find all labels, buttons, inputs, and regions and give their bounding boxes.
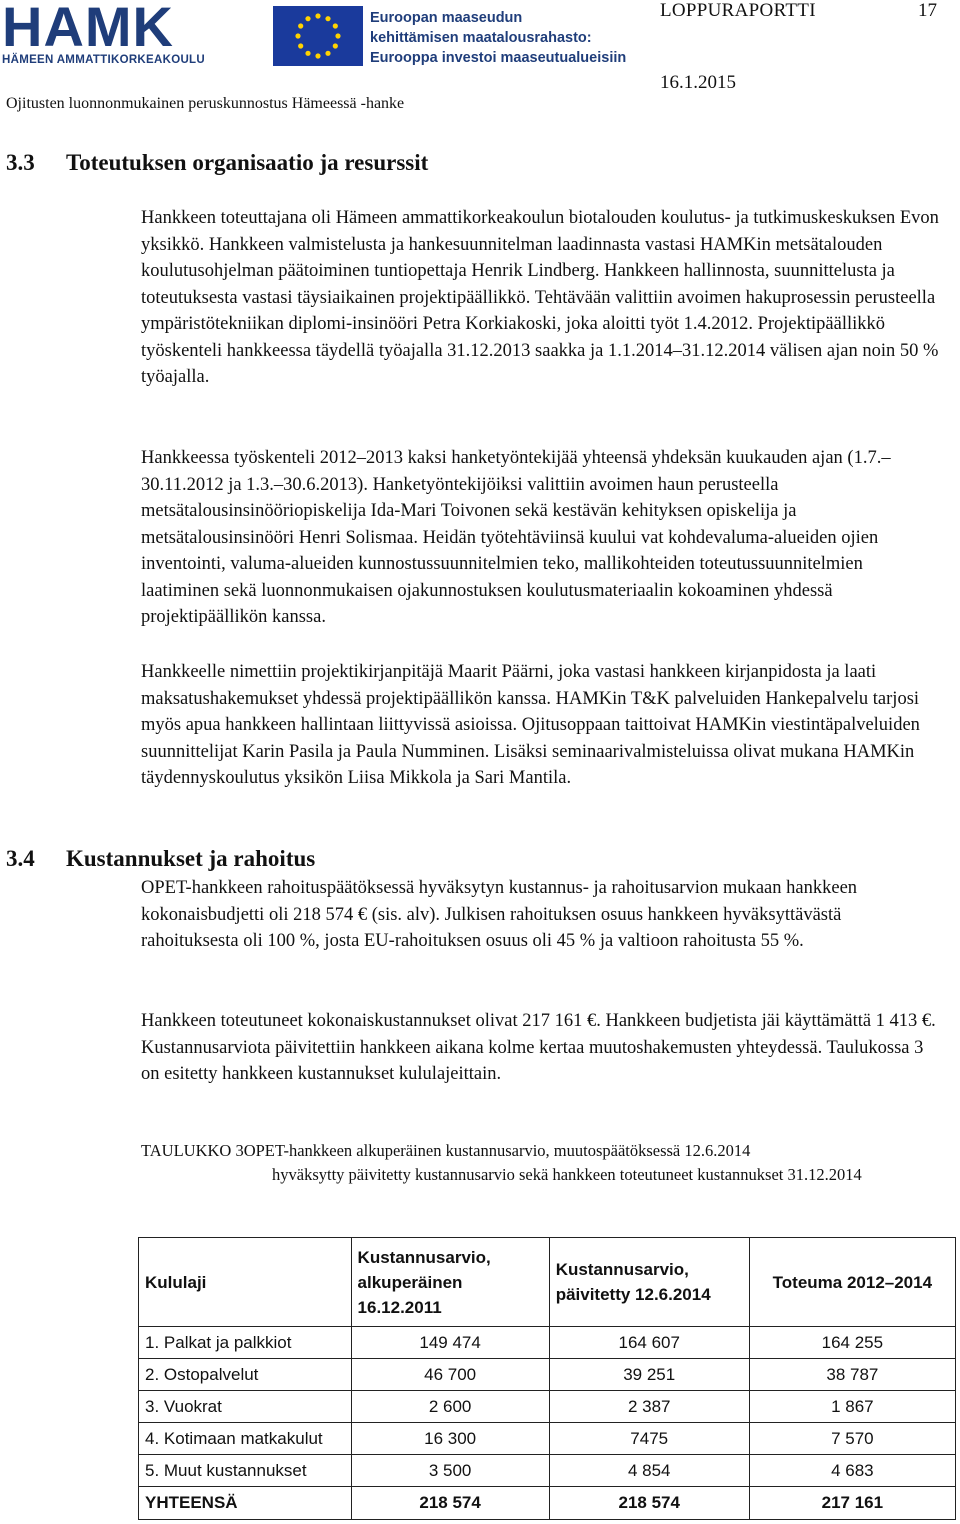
table-cell: 4 683 bbox=[749, 1455, 955, 1487]
table-caption bbox=[141, 1139, 941, 1187]
eu-star-icon bbox=[315, 13, 320, 18]
section-title: Toteutuksen organisaatio ja resurssit bbox=[66, 150, 429, 175]
eu-line: Euroopan maaseudun bbox=[370, 10, 523, 26]
eu-star-icon bbox=[325, 51, 330, 56]
eu-star-icon bbox=[325, 16, 330, 21]
table-row bbox=[139, 1327, 956, 1359]
column-header: Kululaji bbox=[139, 1238, 352, 1327]
project-name: Ojitusten luonnonmukainen peruskunnostus Hämeessä -hanke bbox=[6, 95, 405, 112]
table-cell: 7475 bbox=[549, 1423, 749, 1455]
section-number: 3.4 bbox=[6, 846, 35, 871]
hamk-logo bbox=[2, 0, 242, 68]
table-cell: 218 574 bbox=[549, 1487, 749, 1520]
eu-flag-icon bbox=[273, 6, 363, 66]
table-cell: 46 700 bbox=[351, 1359, 549, 1391]
table-row bbox=[139, 1423, 956, 1455]
paragraph-text: Hankkeessa työskenteli 2012–2013 kaksi hanketyöntekijää yhteensä yhdeksän kuukauden ajan (1.7.–30.11.2012 ja 1.3.–30.6.2013). Hanketyöntekijöiksi valittiin avoimen haun perusteella metsätalousinsinööriopiskelija Ida-Mari Toivonen sekä kestävän kehityksen opiskelija ja metsätalousinsinööri Henri Solismaa. Heidän työtehtäviinsä kuului vat kohdevaluma-alueiden ojien inventointi, valuma-alueiden kunnostussuunnitelmien teko, mallikohteiden toteutussuunnitelmien laatiminen sekä luonnonmukaisen ojakunnostuksen koulutusmateriaalin kokoaminen yhdessä projektipäällikön kanssa. bbox=[141, 448, 891, 627]
table-cell: 1 867 bbox=[749, 1391, 955, 1423]
table-cell: 4. Kotimaan matkakulut bbox=[139, 1423, 352, 1455]
table-cell: 218 574 bbox=[351, 1487, 549, 1520]
hamk-logo-subtitle: HÄMEEN AMMATTIKORKEAKOULU bbox=[2, 54, 205, 66]
table-cell: 38 787 bbox=[749, 1359, 955, 1391]
table-cell: 164 607 bbox=[549, 1327, 749, 1359]
table-row bbox=[139, 1391, 956, 1423]
table-cell: 2 387 bbox=[549, 1391, 749, 1423]
section-heading bbox=[6, 150, 428, 176]
eu-star-icon bbox=[315, 53, 320, 58]
paragraph bbox=[141, 445, 941, 631]
column-header: Kustannusarvio, päivitetty 12.6.2014 bbox=[549, 1238, 749, 1327]
cost-table bbox=[138, 1237, 956, 1520]
caption-label: TAULUKKO 3 bbox=[141, 1141, 244, 1160]
table-row bbox=[139, 1359, 956, 1391]
table-cell: 7 570 bbox=[749, 1423, 955, 1455]
eu-star-icon bbox=[333, 23, 338, 28]
eu-star-icon bbox=[305, 16, 310, 21]
table-cell: YHTEENSÄ bbox=[139, 1487, 352, 1520]
paragraph bbox=[141, 659, 941, 792]
section-number: 3.3 bbox=[6, 150, 35, 175]
table-cell: 164 255 bbox=[749, 1327, 955, 1359]
table-header-row bbox=[139, 1238, 956, 1327]
hamk-logo-text: HAMK bbox=[2, 0, 174, 58]
table-cell: 3. Vuokrat bbox=[139, 1391, 352, 1423]
eu-star-icon bbox=[305, 51, 310, 56]
eu-star-icon bbox=[335, 33, 340, 38]
eu-star-icon bbox=[298, 23, 303, 28]
table-cell: 149 474 bbox=[351, 1327, 549, 1359]
eu-star-icon bbox=[295, 33, 300, 38]
table-cell: 1. Palkat ja palkkiot bbox=[139, 1327, 352, 1359]
section-title: Kustannukset ja rahoitus bbox=[66, 846, 316, 871]
table-cell: 217 161 bbox=[749, 1487, 955, 1520]
table-row bbox=[139, 1455, 956, 1487]
paragraph-text: Hankkeelle nimettiin projektikirjanpitäjä Maarit Päärni, joka vastasi hankkeen kirjanpidosta ja laati maksatushakemukset yhdessä projektipäällikön kanssa. HAMKin T&K palveluiden Hankepalvelu tarjosi myös apua hankkeen hallintaan liittyvissä asioissa. Ojitusoppaan taittoivat HAMKin viestintäpalveluiden suunnittelijat Karin Pasila ja Paula Numminen. Lisäksi seminaarivalmisteluissa olivat mukana HAMKin täydennyskoulutus yksikön Liisa Mikkola ja Sari Mantila. bbox=[141, 662, 920, 788]
caption-line: hyväksytty päivitetty kustannusarvio sekä hankkeen toteutuneet kustannukset 31.12.2014 bbox=[272, 1165, 862, 1184]
paragraph bbox=[141, 1008, 941, 1088]
table-total-row bbox=[139, 1487, 956, 1520]
eu-line: Eurooppa investoi maaseutualueisiin bbox=[370, 50, 627, 66]
column-header: Toteuma 2012–2014 bbox=[749, 1238, 955, 1327]
table-cell: 2. Ostopalvelut bbox=[139, 1359, 352, 1391]
caption-line: OPET-hankkeen alkuperäinen kustannusarvio, muutospäätöksessä 12.6.2014 bbox=[243, 1141, 751, 1160]
paragraph bbox=[141, 875, 941, 955]
table-cell: 16 300 bbox=[351, 1423, 549, 1455]
paragraph-text: Hankkeen toteuttajana oli Hämeen ammattikorkeakoulun biotalouden koulutus- ja tutkimuskeskuksen Evon yksikkö. Hankkeen valmistelusta ja hankesuunnitelman laadinnasta vastasi HAMKin metsätalouden koulutusohjelman päätoiminen tuntiopettaja Henrik Lindberg. Hankkeen hallinnosta, suunnittelusta ja toteutuksesta vastasi täysiaikainen projektipäällikkö. Tehtävään valittiin avoimen hakuprosessin perusteella ympäristötekniikan diplomi-insinööri Petra Korkiakoski, joka aloitti työt 1.4.2012. Projektipäällikkö työskenteli hankkeessa täydellä työajalla 31.12.2013 saakka ja 1.1.2014–31.12.2014 välisen ajan noin 50 % työajalla. bbox=[141, 208, 939, 387]
report-date: 16.1.2015 bbox=[660, 72, 736, 93]
page-number: 17 bbox=[918, 0, 937, 21]
column-header: Kustannusarvio, alkuperäinen 16.12.2011 bbox=[351, 1238, 549, 1327]
table-cell: 4 854 bbox=[549, 1455, 749, 1487]
table-cell: 39 251 bbox=[549, 1359, 749, 1391]
section-heading bbox=[6, 846, 315, 872]
table-cell: 3 500 bbox=[351, 1455, 549, 1487]
paragraph-text: Hankkeen toteutuneet kokonaiskustannukset olivat 217 161 €. Hankkeen budjetista jäi käyttämättä 1 413 €. Kustannusarviota päivitettiin hankkeen aikana kolme kertaa muutoshakemusten yhteydessä. Taulukossa 3 on esitetty hankkeen kustannukset kululajeittain. bbox=[141, 1011, 936, 1084]
eu-star-icon bbox=[333, 43, 338, 48]
eu-star-icon bbox=[298, 43, 303, 48]
paragraph bbox=[141, 205, 941, 391]
table-cell: 5. Muut kustannukset bbox=[139, 1455, 352, 1487]
report-title: LOPPURAPORTTI bbox=[660, 0, 816, 21]
table-cell: 2 600 bbox=[351, 1391, 549, 1423]
eu-line: kehittämisen maatalousrahasto: bbox=[370, 30, 592, 46]
eu-fund-text bbox=[370, 8, 626, 68]
paragraph-text: OPET-hankkeen rahoituspäätöksessä hyväksytyn kustannus- ja rahoitusarvion mukaan hankkeen kokonaisbudjetti oli 218 574 € (sis. alv). Julkisen rahoituksen osuus hankkeen hyväksyttävästä rahoituksesta oli 100 %, josta EU-rahoituksen osuus oli 45 % ja valtioon rahoitusta 55 %. bbox=[141, 878, 858, 951]
